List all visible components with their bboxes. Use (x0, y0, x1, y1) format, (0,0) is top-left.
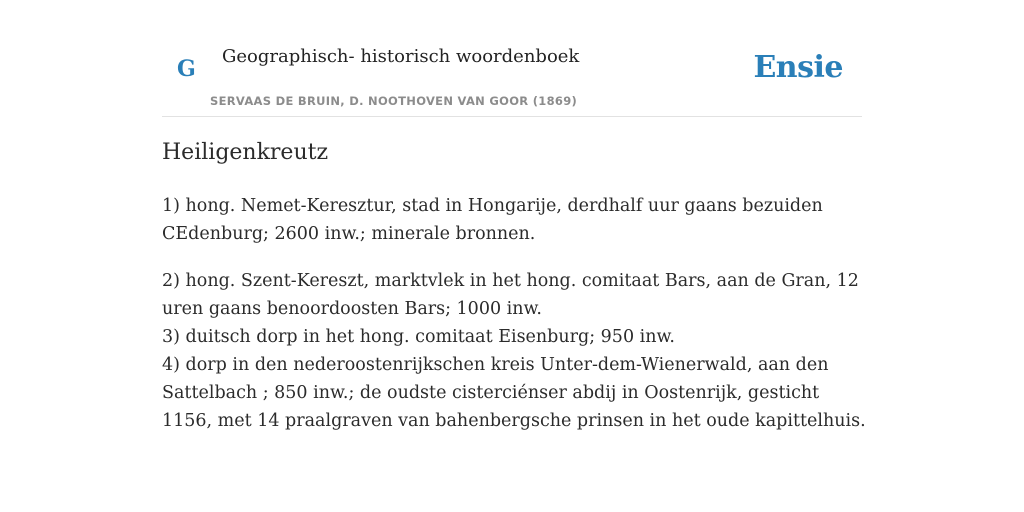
entry-paragraph-4: 4) dorp in den nederoostenrijkschen kreis Unter-dem-Wienerwald, aan den Sattelbach ; 850 inw.; de oudste cisterciénser abdij in Oostenrijk, gesticht 1156, met 14 praalgraven van bahenbergsche prinsen in het oude kapittelhuis. (162, 355, 866, 431)
book-authors: SERVAAS DE BRUIN, D. NOOTHOVEN VAN GOOR (1869) (210, 94, 578, 108)
entry-paragraph-3: 3) duitsch dorp in het hong. comitaat Eisenburg; 950 inw. (162, 327, 675, 347)
book-letter-icon[interactable]: G (177, 56, 196, 82)
book-header (162, 40, 862, 117)
entry-paragraph-2: 2) hong. Szent-Kereszt, marktvlek in het hong. comitaat Bars, aan de Gran, 12 uren gaans benoordoosten Bars; 1000 inw. (162, 271, 859, 319)
entry-headword: Heiligenkreutz (162, 140, 329, 165)
entry-paragraph-1: 1) hong. Nemet-Keresztur, stad in Hongarije, derdhalf uur gaans bezuiden CEdenburg; 2600 inw.; minerale bronnen. (162, 196, 823, 244)
ensie-logo-link[interactable]: Ensie (753, 50, 843, 85)
entry-body (162, 192, 872, 435)
book-title-link[interactable]: Geographisch- historisch woordenboek (222, 46, 580, 67)
